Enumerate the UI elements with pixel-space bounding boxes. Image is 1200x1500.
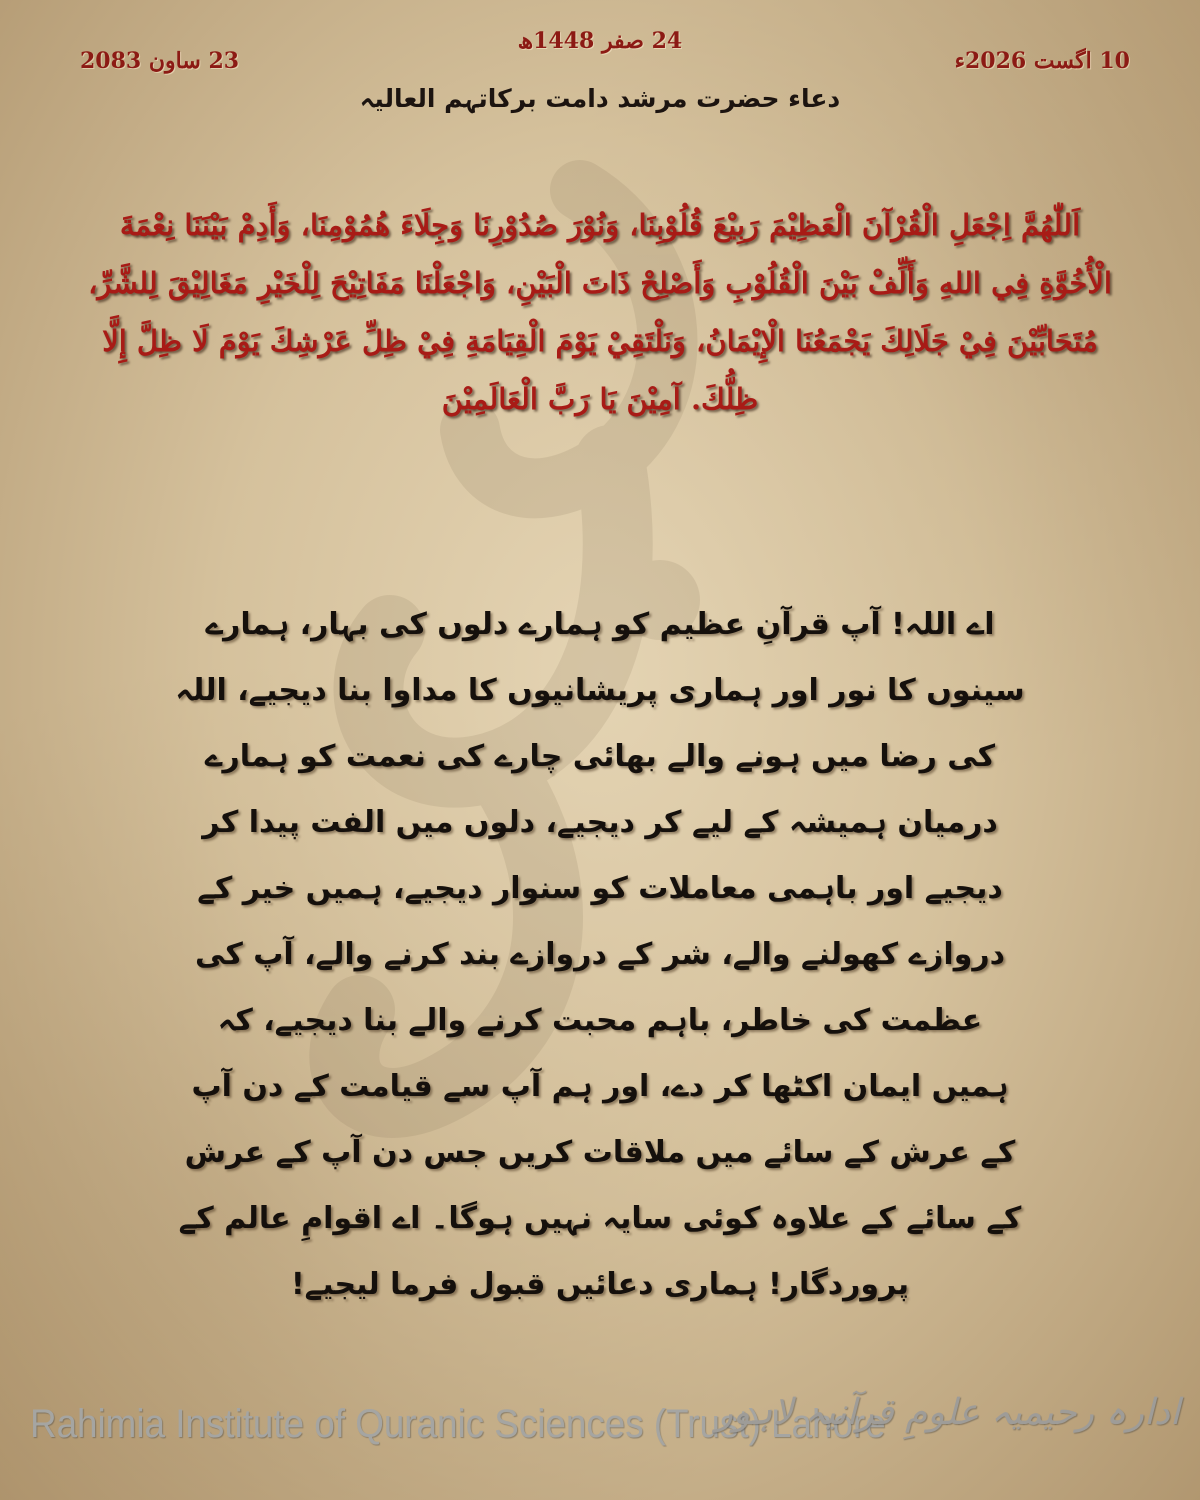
institute-logo: ادارہ رحیمیہ علومِ قرآنیہ لاہور <box>715 1392 1180 1433</box>
desi-calendar-date: 23 ساون 2083 <box>80 48 240 74</box>
urdu-translation-text: اے اللہ! آپ قرآنِ عظیم کو ہمارے دلوں کی بہار، ہمارے سینوں کا نور اور ہماری پریشانیوں کا مداوا بنا دیجیے، اللہ کی رضا میں ہونے والے بھائی چارے کی نعمت کو ہمارے درمیان ہمیشہ کے لیے کر دیجیے، دلوں میں الفت پیدا کر دیجیے اور باہمی معاملات کو سنوار دیجیے، ہمیں خیر کے دروازے کھولنے والے، شر کے دروازے بند کرنے والے، آپ کی عظمت کی خاطر، باہم محبت کرنے والے بنا دیجیے، کہ ہمیں ایمان اکٹھا کر دے، اور ہم آپ سے قیامت کے دن آپ کے عرش کے سائے میں ملاقات کریں جس دن آپ کے عرش کے سائے کے علاوہ کوئی سایہ نہیں ہوگا۔ اے اقوامِ عالم کے پروردگار! ہماری دعائیں قبول فرما لیجیے! <box>175 607 1025 1302</box>
arabic-dua-text: اَللّٰهُمَّ اِجْعَلِ الْقُرْآنَ الْعَظِيْمَ رَبِيْعَ قُلُوْبِنَا، وَنُوْرَ صُدُوْرِنَا وَجِلَاءَ هُمُوْمِنَا، وَأَدِمْ بَيْنَنَا نِعْمَةَ الْأُخُوَّةِ فِي اللهِ وَأَلِّفْ بَيْنَ الْقُلُوْبِ وَأَصْلِحْ ذَاتَ الْبَيْنِ، وَاجْعَلْنَا مَفَاتِيْحَ لِلْخَيْرِ مَغَالِيْقَ لِلشَّرِّ، مُتَحَابِّيْنَ فِيْ جَلَالِكَ يَجْمَعُنَا الْإِيْمَانُ، وَنَلْتَقِيْ يَوْمَ الْقِيَامَةِ فِيْ ظِلِّ عَرْشِكَ يَوْمَ لَا ظِلَّ إِلَّا ظِلُّكَ. آمِيْنَ يَا رَبَّ الْعَالَمِيْنَ <box>88 208 1112 416</box>
institute-name-english: Rahimia Institute of Quranic Sciences (Trust) Lahore <box>30 1402 886 1446</box>
hijri-date: 24 صفر 1448ھ <box>517 28 683 54</box>
gregorian-date: 10 اگست 2026ء <box>954 48 1130 74</box>
page-title: دعاء حضرت مرشد دامت برکاتہم العالیہ <box>359 84 841 113</box>
